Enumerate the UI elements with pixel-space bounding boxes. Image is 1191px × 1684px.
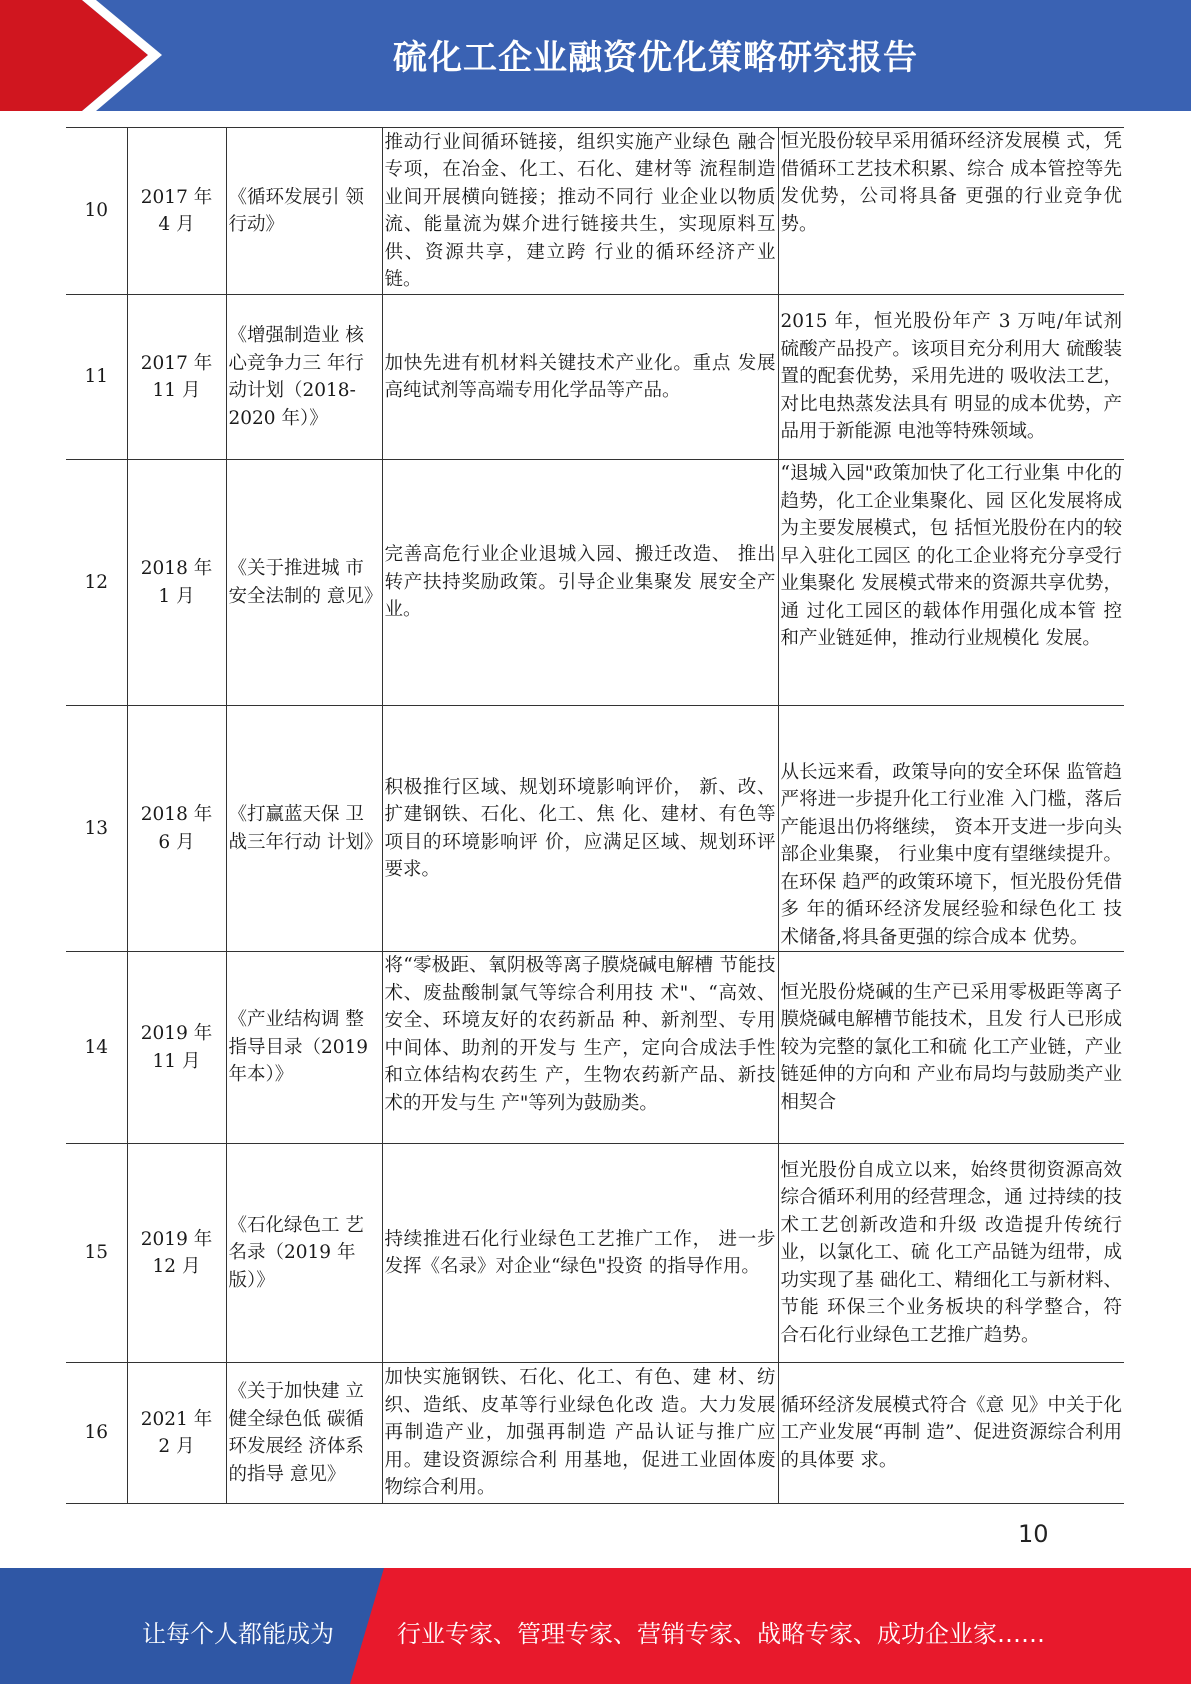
policy-title: 《关于推进城 市安全法制的 意见》 bbox=[226, 460, 382, 706]
report-title: 硫化工企业融资优化策略研究报告 bbox=[393, 38, 918, 78]
policy-content: 持续推进石化行业绿色工艺推广工作， 进一步发挥《名录》对企业“绿色"投资 的指导作用。 bbox=[382, 1144, 778, 1363]
row-number: 11 bbox=[66, 295, 127, 460]
policy-content: 推动行业间循环链接，组织实施产业绿色 融合专项，在冶金、化工、石化、建材等 流程制造业间开展横向链接；推动不同行 业企业以物质流、能量流为媒介进行链接共生，实现原料互供、资源共享，建立跨 行业的循环经济产业链。 bbox=[382, 128, 778, 295]
policy-content: 将“零极距、氧阴极等离子膜烧碱电解槽 节能技术、废盐酸制氯气等综合利用技 术"、“高效、安全、环境友好的农药新品 种、新剂型、专用中间体、助剂的开发与 生产，定向合成法手性和立体结构农药生 产，生物农药新产品、新技术的开发与生 产"等列为鼓励类。 bbox=[382, 952, 778, 1144]
policy-table bbox=[66, 127, 1124, 1504]
row-date-text: 2021 年 2 月 bbox=[140, 1408, 213, 1457]
row-number: 10 bbox=[66, 128, 127, 295]
policy-title: 《增强制造业 核心竞争力三 年行动计划（2018-2020 年）》 bbox=[226, 295, 382, 460]
table-row bbox=[66, 128, 1124, 295]
row-date bbox=[127, 1363, 226, 1504]
table-row bbox=[66, 952, 1124, 1144]
policy-title: 《关于加快建 立健全绿色低 碳循环发展经 济体系的指导 意见》 bbox=[226, 1363, 382, 1504]
table-row bbox=[66, 295, 1124, 460]
row-date-text: 2017 年 4 月 bbox=[140, 186, 213, 235]
row-date-text: 2018 年 1 月 bbox=[140, 558, 213, 607]
page-number: 10 bbox=[1018, 1520, 1049, 1548]
policy-title: 《打赢蓝天保 卫战三年行动 计划》 bbox=[226, 706, 382, 952]
page-header bbox=[0, 0, 1191, 111]
table-row bbox=[66, 706, 1124, 952]
policy-impact: 循环经济发展模式符合《意 见》中关于化工产业发展“再制 造”、促进资源综合利用的具体要 求。 bbox=[778, 1363, 1124, 1504]
row-date-text: 2017 年 11 月 bbox=[140, 352, 213, 401]
row-date bbox=[127, 460, 226, 706]
policy-impact: 从长远来看，政策导向的安全环保 监管趋严将进一步提升化工行业准 入门槛，落后产能退出仍将继续， 资本开支进一步向头部企业集聚， 行业集中度有望继续提升。在环保 趋严的政策环境下，恒光股份凭借多 年的循环经济发展经验和绿色化工 技术储备,将具备更强的综合成本 优势。 bbox=[778, 706, 1124, 952]
row-number: 12 bbox=[66, 460, 127, 706]
row-date bbox=[127, 706, 226, 952]
table-row bbox=[66, 460, 1124, 706]
policy-impact: 恒光股份烧碱的生产已采用零极距等离子膜烧碱电解槽节能技术，且发 行人已形成较为完整的氯化工和硫 化工产业链，产业链延伸的方向和 产业布局均与鼓励类产业相契合 bbox=[778, 952, 1124, 1144]
policy-content: 积极推行区域、规划环境影响评价， 新、改、扩建钢铁、石化、化工、焦 化、建材、有色等项目的环境影响评 价，应满足区域、规划环评要求。 bbox=[382, 706, 778, 952]
policy-content: 完善高危行业企业退城入园、搬迁改造、 推出转产扶持奖励政策。引导企业集聚发 展安全产业。 bbox=[382, 460, 778, 706]
row-date bbox=[127, 295, 226, 460]
row-date bbox=[127, 952, 226, 1144]
row-date bbox=[127, 128, 226, 295]
row-date bbox=[127, 1144, 226, 1363]
policy-title: 《循环发展引 领行动》 bbox=[226, 128, 382, 295]
policy-title: 《石化绿色工 艺名录（2019 年版）》 bbox=[226, 1144, 382, 1363]
table-row bbox=[66, 1363, 1124, 1504]
policy-content: 加快先进有机材料关键技术产业化。重点 发展高纯试剂等高端专用化学品等产品。 bbox=[382, 295, 778, 460]
table-row bbox=[66, 1144, 1124, 1363]
policy-impact: “退城入园"政策加快了化工行业集 中化的趋势，化工企业集聚化、园 区化发展将成为主要发展模式，包 括恒光股份在内的较早入驻化工园区 的化工企业将充分享受行业集聚化 发展模式带来的资源共享优势，通 过化工园区的载体作用强化成本管 控和产业链延伸，推动行业规模化 发展。 bbox=[778, 460, 1124, 706]
policy-title: 《产业结构调 整指导目录（2019 年本）》 bbox=[226, 952, 382, 1144]
footer-slogan-right: 行业专家、管理专家、营销专家、战略专家、成功企业家…… bbox=[397, 1620, 1045, 1648]
policy-content: 加快实施钢铁、石化、化工、有色、建 材、纺织、造纸、皮革等行业绿色化改 造。大力发展再制造产业，加强再制造 产品认证与推广应用。建设资源综合利 用基地，促进工业固体废物综合利用。 bbox=[382, 1363, 778, 1504]
policy-impact: 恒光股份自成立以来，始终贯彻资源高效综合循环利用的经营理念，通 过持续的技术工艺创新改造和升级 改造提升传统行业，以氯化工、硫 化工产品链为纽带，成功实现了基 础化工、精细化工与新材料、节能 环保三个业务板块的科学整合，符 合石化行业绿色工艺推广趋势。 bbox=[778, 1144, 1124, 1363]
row-number: 13 bbox=[66, 706, 127, 952]
page-footer bbox=[0, 1568, 1191, 1684]
row-number: 14 bbox=[66, 952, 127, 1144]
row-number: 16 bbox=[66, 1363, 127, 1504]
footer-slogan-left: 让每个人都能成为 bbox=[142, 1620, 334, 1648]
policy-impact: 2015 年，恒光股份年产 3 万吨/年试剂硫酸产品投产。该项目充分利用大 硫酸装置的配套优势，采用先进的 吸收法工艺，对比电热蒸发法具有 明显的成本优势，产品用于新能源 电池等特殊领域。 bbox=[778, 295, 1124, 460]
policy-impact: 恒光股份较早采用循环经济发展模 式，凭借循环工艺技术积累、综合 成本管控等先发优势，公司将具备 更强的行业竞争优势。 bbox=[778, 128, 1124, 295]
row-number: 15 bbox=[66, 1144, 127, 1363]
row-date-text: 2018 年 6 月 bbox=[140, 804, 213, 853]
row-date-text: 2019 年 12 月 bbox=[140, 1228, 213, 1277]
row-date-text: 2019 年 11 月 bbox=[140, 1023, 213, 1072]
